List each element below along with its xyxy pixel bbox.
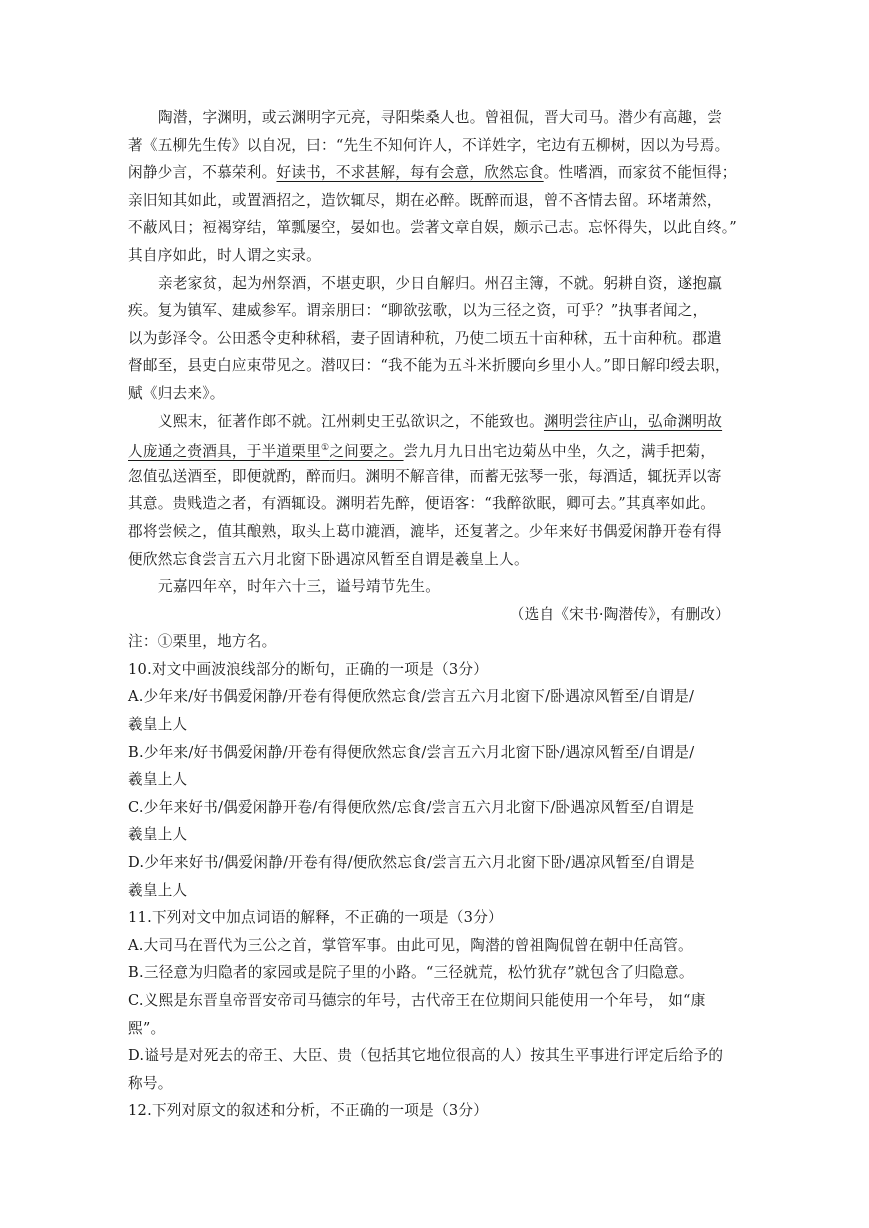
underlined-sentence <box>128 443 404 460</box>
text-span: 义熙末，征著作郎不就。江州刺史王弘欲识之，不能致也。 <box>158 412 544 430</box>
passage-p1-line-5: 不蔽风日；裋褐穿结，箪瓢屡空，晏如也。尝著文章自娱，颇示己志。忘怀得失，以此自终。” <box>128 219 738 237</box>
text-span: 闲静少言，不慕荣利。 <box>128 164 277 182</box>
question-10-option-c: C.少年来好书/偶爱闲静开卷/有得便欣然/忘食/尝言五六月北窗下/卧遇凉风暂至/自谓是 <box>128 798 695 816</box>
passage-p3-line-1 <box>128 408 738 436</box>
passage-source: （选自《宋书·陶潜传》，有删改） <box>509 605 730 623</box>
passage-p2-line-5: 赋《归去来》。 <box>128 384 225 402</box>
question-10-option-d: D.少年来好书/偶爱闲静/开卷有得/便欣然忘食/尝言五六月北窗下卧/遇凉风暂至/自谓是 <box>128 854 695 872</box>
passage-p3-line-4: 其意。贵贱造之者，有酒辄设。渊明若先醉，便语客：“我醉欲眠，卿可去。”其真率如此。 <box>128 495 716 513</box>
question-12-stem: 12.下列对原文的叙述和分析，不正确的一项是（3分） <box>128 1102 489 1120</box>
passage-p3-line-2 <box>128 435 738 463</box>
text-span: 尝九月九日出宅边菊丛中坐，久之，满手把菊， <box>403 442 716 460</box>
passage-p3-line-6: 便欣然忘食尝言五六月北窗下卧遇凉风暂至自谓是羲皇上人。 <box>128 550 529 568</box>
question-11-option-b: B.三径意为归隐者的家园或是院子里的小路。“三径就荒，松竹犹存”就包含了归隐意。 <box>128 964 694 982</box>
question-10-option-b: B.少年来/好书偶爱闲静/开卷有得便欣然忘食/尝言五六月北窗下卧/遇凉风暂至/自谓是/ <box>128 743 695 761</box>
passage-p1-line-6: 其自序如此，时人谓之实录。 <box>128 246 321 264</box>
passage-p1-line-1: 陶潜，字渊明，或云渊明字元亮，寻阳柴桑人也。曾祖侃，晋大司马。潜少有高趣，尝 <box>158 109 723 126</box>
underlined-sentence: 渊明尝往庐山，弘命渊明故 <box>543 412 723 430</box>
question-11-option-c-cont: 熙”。 <box>128 1019 166 1037</box>
question-11-option-d-cont: 称号。 <box>128 1074 173 1092</box>
question-10-option-c-cont: 羲皇上人 <box>128 826 188 844</box>
question-11-option-c: C.义熙是东晋皇帝晋安帝司马德宗的年号，古代帝王在位期间只能使用一个年号， 如“康 <box>128 992 706 1009</box>
passage-p1-line-3 <box>128 159 738 187</box>
exam-page <box>128 104 738 1125</box>
question-11-stem: 11.下列对文中加点词语的解释，不正确的一项是（3分） <box>128 909 503 927</box>
question-11-option-a: A.大司马在晋代为三公之首，掌管军事。由此可见，陶潜的曾祖陶侃曾在朝中任高管。 <box>128 936 693 954</box>
passage-p2-line-2: 疾。复为镇军、建威参军。谓亲朋曰：“聊欲弦歌，以为三径之资，可乎？”执事者闻之， <box>128 302 708 320</box>
question-11-option-d: D.谥号是对死去的帝王、大臣、贵（包括其它地位很高的人）按其生平事进行评定后给予的 <box>128 1047 724 1065</box>
passage-p1-line-2: 著《五柳先生传》以自况，曰：“先生不知何许人，不详姓字，宅边有五柳树，因以为号焉。 <box>128 136 730 154</box>
passage-p2-line-1: 亲老家贫，起为州祭酒，不堪吏职，少日自解归。州召主簿，不就。躬耕自资，遂抱羸 <box>158 274 723 292</box>
question-10-option-a-cont: 羲皇上人 <box>128 716 188 734</box>
question-10-option-b-cont: 羲皇上人 <box>128 771 188 789</box>
passage-p4: 元嘉四年卒，时年六十三，谥号靖节先生。 <box>158 578 441 596</box>
text-span: 之间要之。 <box>329 442 404 460</box>
footnote-marker: ① <box>320 443 330 454</box>
question-10-stem: 10.对文中画波浪线部分的断句，正确的一项是（3分） <box>128 660 489 678</box>
text-span: 人庞通之赍酒具，于半道栗里 <box>128 442 321 460</box>
underlined-sentence: 好读书，不求甚解，每有会意，欣然忘食 <box>276 164 544 182</box>
passage-p2-line-4: 督邮至，县吏白应束带见之。潜叹曰：“我不能为五斗米折腰向乡里小人。”即日解印绶去职， <box>128 357 730 375</box>
footnote: 注：①栗里，地方名。 <box>128 633 277 651</box>
question-10-option-a: A.少年来/好书偶爱闲静/开卷有得便欣然忘食/尝言五六月北窗下/卧遇凉风暂至/自谓是/ <box>128 688 695 706</box>
text-span: 。性嗜酒，而家贫不能恒得； <box>543 164 737 182</box>
passage-p2-line-3: 以为彭泽令。公田悉令吏种秫稻，妻子固请种秔，乃使二顷五十亩种秫，五十亩种秔。郡遣 <box>128 329 722 347</box>
question-10-option-d-cont: 羲皇上人 <box>128 881 188 899</box>
passage-p3-line-3: 忽值弘送酒至，即便就酌，醉而归。渊明不解音律，而蓄无弦琴一张，每酒适，辄抚弄以寄 <box>128 467 722 485</box>
passage-p3-line-5: 郡将尝候之，值其酿熟，取头上葛巾漉酒，漉毕，还复著之。少年来好书偶爱闲静开卷有得 <box>128 522 722 540</box>
passage-p1-line-4: 亲旧知其如此，或置酒招之，造饮辄尽，期在必醉。既醉而退，曾不吝情去留。环堵萧然， <box>128 191 722 209</box>
